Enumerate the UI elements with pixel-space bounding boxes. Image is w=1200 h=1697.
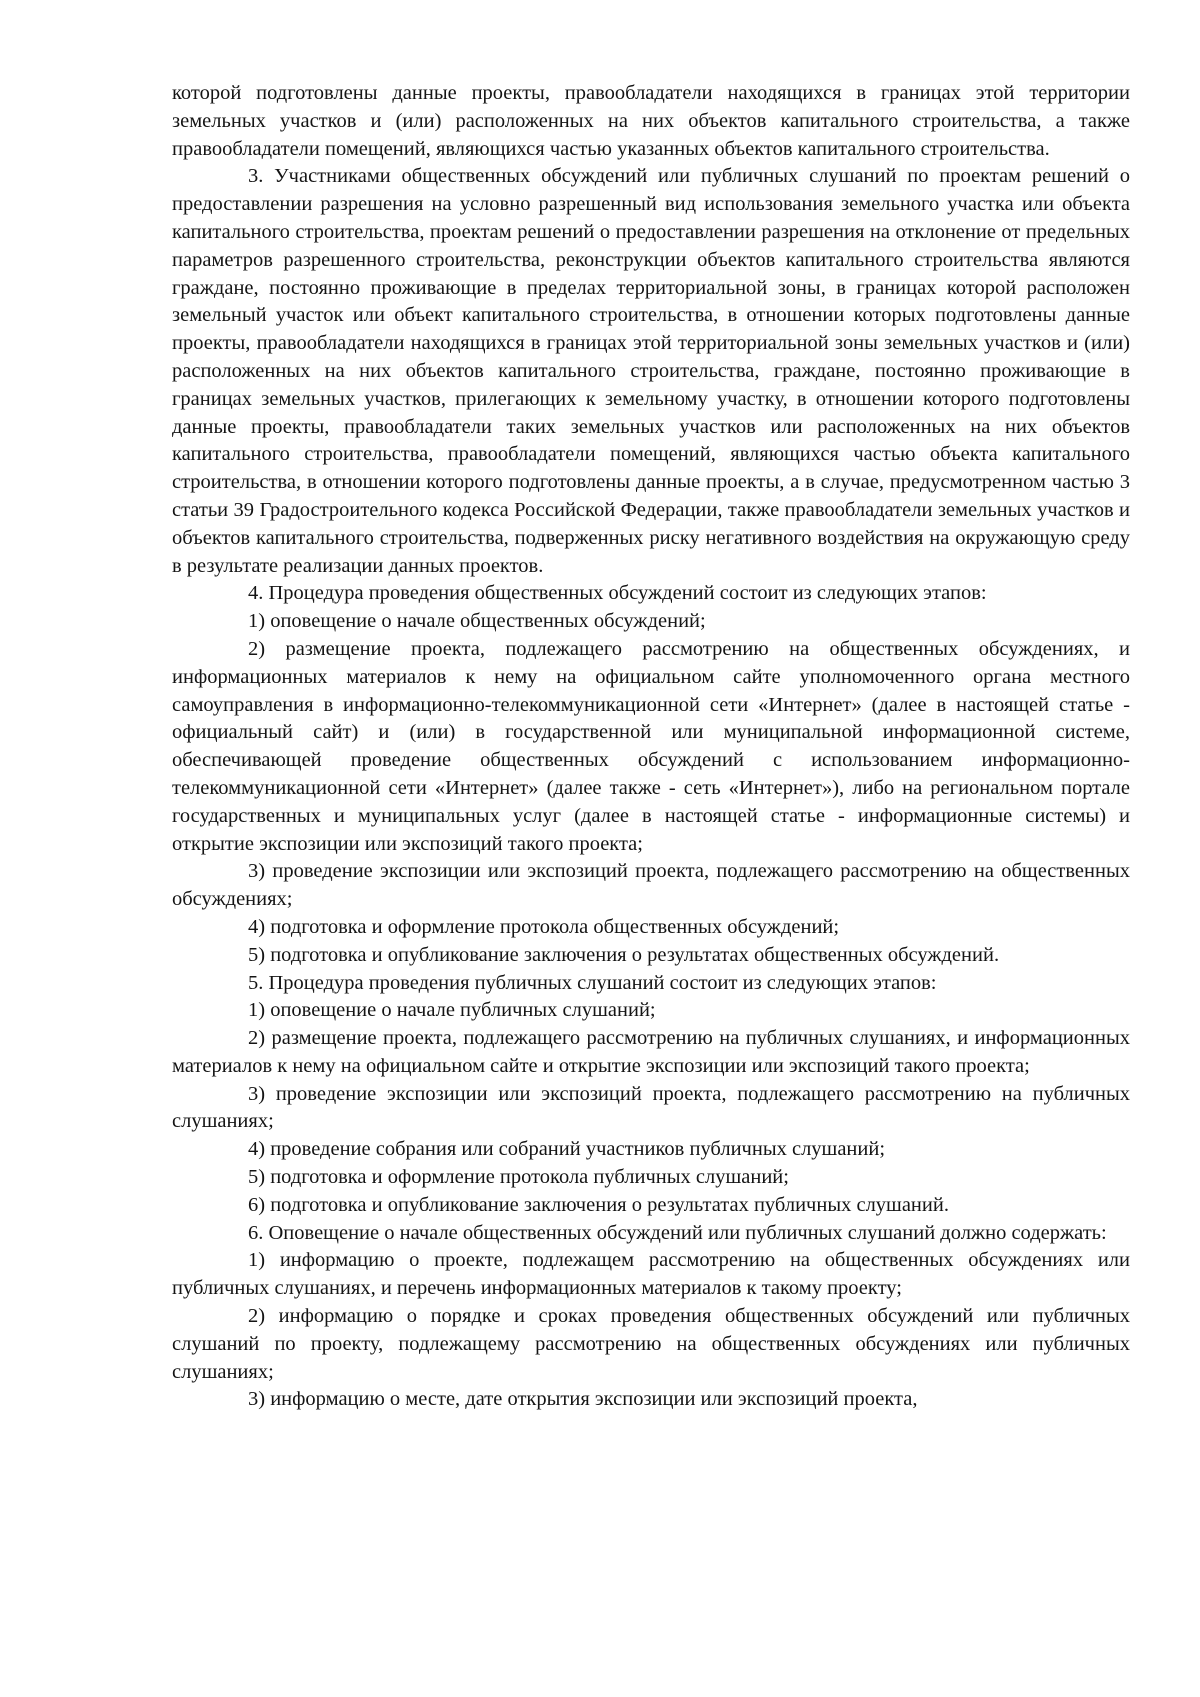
list-item-6-2: 2) информацию о порядке и сроках проведения общественных обсуждений или публичных слушаний по проекту, подлежащему рассмотрению на общественных обсуждениях или публичных слушаниях; [172,1305,1130,1383]
list-item-4-4: 4) подготовка и оформление протокола общественных обсуждений; [248,915,840,938]
paragraph-6-heading: 6. Оповещение о начале общественных обсуждений или публичных слушаний должно содержать: [248,1221,1107,1244]
list-item-4-3: 3) проведение экспозиции или экспозиций проекта, подлежащего рассмотрению на общественных обсуждениях; [172,860,1130,911]
list-item-4-2: 2) размещение проекта, подлежащего рассмотрению на общественных обсуждениях, и информационных материалов к нему на официальном сайте уполномоченного органа местного самоуправления в информационно-телекоммуникационной сети «Интернет» (далее в настоящей статье - официальный сайт) и (или) в государственной или муниципальной информационной системе, обеспечивающей проведение общественных обсуждений с использованием информационно-телекоммуникационной сети «Интернет» (далее также - сеть «Интернет»), либо на региональном портале государственных и муниципальных услуг (далее в настоящей статье - информационные системы) и открытие экспозиции или экспозиций такого проекта; [172,637,1130,855]
document-page [172,80,1130,1414]
paragraph-continuation: которой подготовлены данные проекты, правообладатели находящихся в границах этой территории земельных участков и (или) расположенных на них объектов капитального строительства, а также правообладатели помещений, являющихся частью указанных объектов капитального строительства. [172,82,1130,160]
list-item-4-5: 5) подготовка и опубликование заключения о результатах общественных обсуждений. [248,943,1000,966]
list-item-6-1: 1) информацию о проекте, подлежащем рассмотрению на общественных обсуждениях или публичных слушаниях, и перечень информационных материалов к такому проекту; [172,1249,1130,1300]
list-item-6-3: 3) информацию о месте, дате открытия экспозиции или экспозиций проекта, [248,1388,918,1411]
paragraph-3-participants: 3. Участниками общественных обсуждений или публичных слушаний по проектам решений о предоставлении разрешения на условно разрешенный вид использования земельного участка или объекта капитального строительства, проектам решений о предоставлении разрешения на отклонение от предельных параметров разрешенного строительства, реконструкции объектов капитального строительства являются граждане, постоянно проживающие в пределах территориальной зоны, в границах которой расположен земельный участок или объект капитального строительства, в отношении которых подготовлены данные проекты, правообладатели находящихся в границах этой территориальной зоны земельных участков и (или) расположенных на них объектов капитального строительства, граждане, постоянно проживающие в границах земельных участков, прилегающих к земельному участку, в отношении которого подготовлены данные проекты, правообладатели таких земельных участков или расположенных на них объектов капитального строительства, правообладатели помещений, являющихся частью объекта капитального строительства, в отношении которого подготовлены данные проекты, а в случае, предусмотренном частью 3 статьи 39 Градостроительного кодекса Российской Федерации, также правообладатели земельных участков и объектов капитального строительства, подверженных риску негативного воздействия на окружающую среду в результате реализации данных проектов. [172,165,1130,577]
list-item-5-5: 5) подготовка и оформление протокола публичных слушаний; [248,1166,789,1189]
list-item-5-3: 3) проведение экспозиции или экспозиций проекта, подлежащего рассмотрению на публичных слушаниях; [172,1082,1130,1133]
list-item-5-1: 1) оповещение о начале публичных слушаний; [248,999,656,1022]
list-item-5-2: 2) размещение проекта, подлежащего рассмотрению на публичных слушаниях, и информационных материалов к нему на официальном сайте и открытие экспозиции или экспозиций такого проекта; [172,1027,1130,1077]
list-item-5-4: 4) проведение собрания или собраний участников публичных слушаний; [248,1138,886,1161]
paragraph-5-heading: 5. Процедура проведения публичных слушаний состоит из следующих этапов: [248,971,937,994]
paragraph-4-heading: 4. Процедура проведения общественных обсуждений состоит из следующих этапов: [248,582,987,605]
list-item-5-6: 6) подготовка и опубликование заключения о результатах публичных слушаний. [248,1193,949,1216]
list-item-4-1: 1) оповещение о начале общественных обсуждений; [248,610,706,633]
